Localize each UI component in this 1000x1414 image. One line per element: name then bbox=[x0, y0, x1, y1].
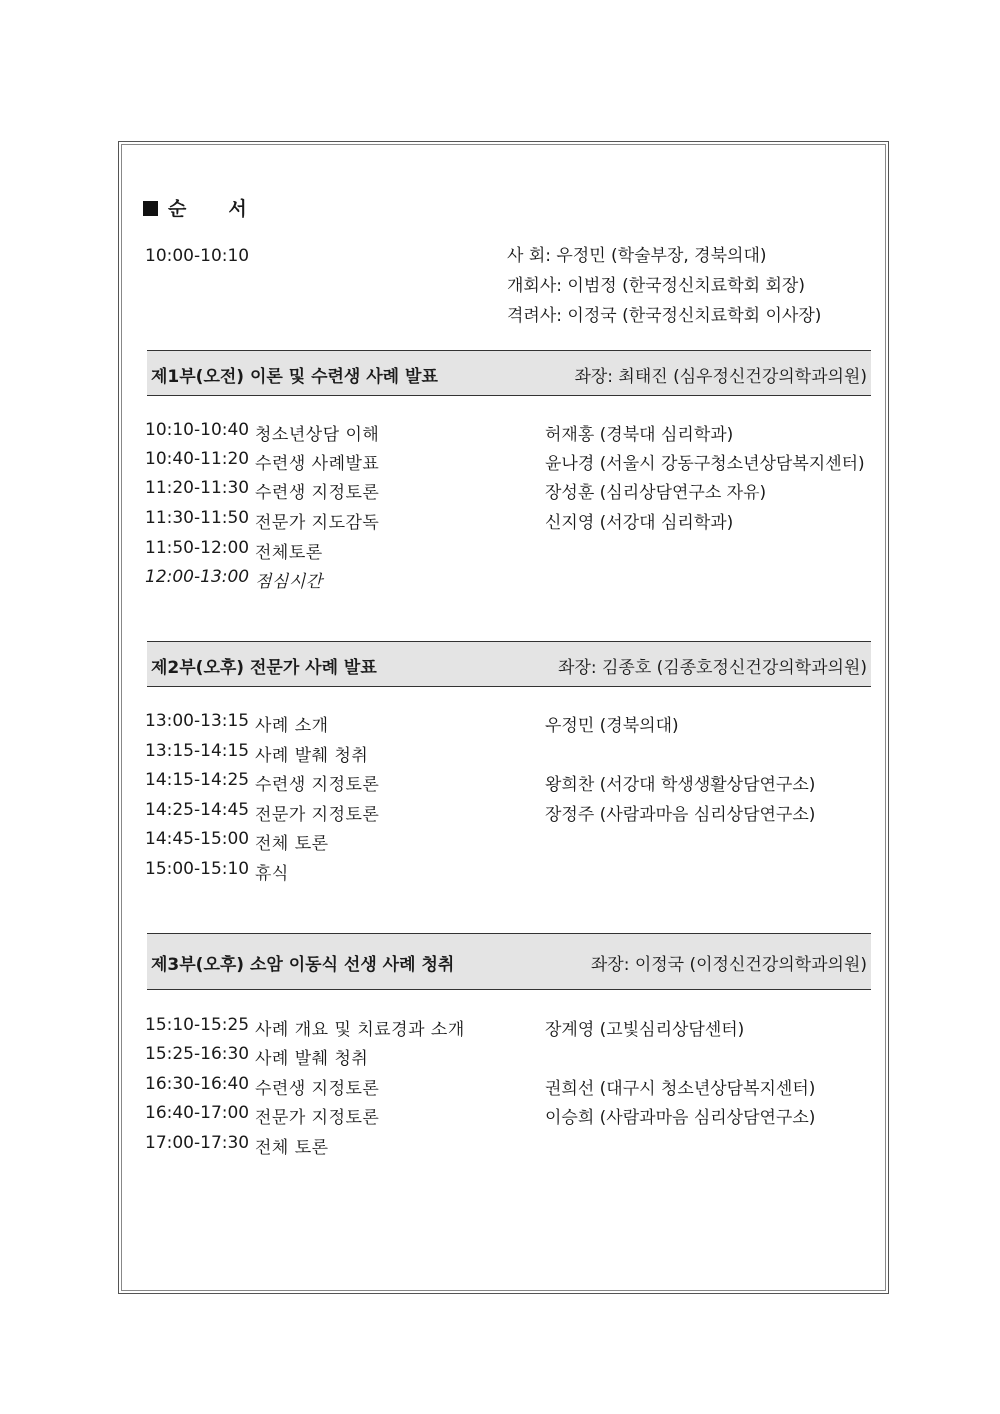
program-item bbox=[145, 1103, 875, 1127]
opening-host: 사 회: 우정민 (학술부장, 경북의대) bbox=[507, 246, 767, 266]
program-item bbox=[145, 449, 875, 473]
program-item bbox=[145, 829, 875, 853]
item-time: 15:25-16:30 bbox=[145, 1044, 250, 1064]
item-topic: 점심시간 bbox=[255, 572, 323, 592]
item-topic: 전체 토론 bbox=[255, 1138, 329, 1158]
item-time: 13:15-14:15 bbox=[145, 741, 250, 761]
item-time: 14:25-14:45 bbox=[145, 800, 250, 820]
item-speaker: 장성훈 (심리상담연구소 자유) bbox=[545, 483, 767, 503]
program-item bbox=[145, 859, 875, 883]
item-time: 17:00-17:30 bbox=[145, 1133, 250, 1153]
program-item bbox=[145, 420, 875, 444]
item-topic: 청소년상담 이해 bbox=[255, 425, 380, 445]
item-speaker: 장정주 (사람과마음 심리상담연구소) bbox=[545, 805, 816, 825]
item-topic: 휴식 bbox=[255, 864, 289, 884]
heading-label-1: 순 bbox=[168, 198, 187, 220]
item-speaker: 장계영 (고빛심리상담센터) bbox=[545, 1020, 745, 1040]
item-topic: 전문가 지정토론 bbox=[255, 1108, 380, 1128]
item-topic: 전문가 지정토론 bbox=[255, 805, 380, 825]
item-speaker: 권희선 (대구시 청소년상담복지센터) bbox=[545, 1079, 816, 1099]
session-header bbox=[147, 641, 871, 687]
opening-encouragement: 격려사: 이정국 (한국정신치료학회 이사장) bbox=[507, 306, 822, 326]
session-title: 제2부(오후) 전문가 사례 발표 bbox=[151, 658, 377, 678]
program-item bbox=[145, 567, 875, 591]
item-time: 16:40-17:00 bbox=[145, 1103, 250, 1123]
opening-address: 개회사: 이범정 (한국정신치료학회 회장) bbox=[507, 276, 805, 296]
session-title: 제1부(오전) 이론 및 수련생 사례 발표 bbox=[151, 367, 438, 387]
program-item bbox=[145, 1044, 875, 1068]
program-item bbox=[145, 770, 875, 794]
session-chair: 좌장: 김종호 (김종호정신건강의학과의원) bbox=[558, 658, 867, 678]
opening-time: 10:00-10:10 bbox=[145, 246, 250, 266]
item-time: 11:20-11:30 bbox=[145, 478, 250, 498]
session-title: 제3부(오후) 소암 이동식 선생 사례 청취 bbox=[151, 955, 455, 975]
item-time: 14:15-14:25 bbox=[145, 770, 250, 790]
item-time: 15:00-15:10 bbox=[145, 859, 250, 879]
program-item bbox=[145, 1074, 875, 1098]
session-chair: 좌장: 최태진 (심우정신건강의학과의원) bbox=[574, 367, 867, 387]
session-header bbox=[147, 350, 871, 396]
square-bullet-icon bbox=[143, 201, 158, 216]
item-topic: 사례 발췌 청취 bbox=[255, 746, 369, 766]
item-topic: 전체 토론 bbox=[255, 834, 329, 854]
item-time: 11:30-11:50 bbox=[145, 508, 250, 528]
item-speaker: 우정민 (경북의대) bbox=[545, 716, 679, 736]
item-time: 16:30-16:40 bbox=[145, 1074, 250, 1094]
program-item bbox=[145, 1133, 875, 1157]
program-item bbox=[145, 741, 875, 765]
program-item bbox=[145, 1015, 875, 1039]
item-time: 11:50-12:00 bbox=[145, 538, 250, 558]
item-topic: 사례 발췌 청취 bbox=[255, 1049, 369, 1069]
item-speaker: 왕희찬 (서강대 학생생활상담연구소) bbox=[545, 775, 816, 795]
item-topic: 사례 개요 및 치료경과 소개 bbox=[255, 1020, 465, 1040]
item-speaker: 이승희 (사람과마음 심리상담연구소) bbox=[545, 1108, 816, 1128]
item-speaker: 신지영 (서강대 심리학과) bbox=[545, 513, 734, 533]
item-topic: 수련생 지정토론 bbox=[255, 1079, 380, 1099]
program-item bbox=[145, 711, 875, 735]
session-chair: 좌장: 이정국 (이정신건강의학과의원) bbox=[590, 955, 867, 975]
item-topic: 수련생 지정토론 bbox=[255, 775, 380, 795]
item-time: 12:00-13:00 bbox=[145, 567, 250, 587]
item-time: 15:10-15:25 bbox=[145, 1015, 250, 1035]
item-time: 13:00-13:15 bbox=[145, 711, 250, 731]
session-header bbox=[147, 933, 871, 990]
program-item bbox=[145, 800, 875, 824]
item-speaker: 허재홍 (경북대 심리학과) bbox=[545, 425, 734, 445]
item-topic: 전체토론 bbox=[255, 543, 323, 563]
item-topic: 사례 소개 bbox=[255, 716, 329, 736]
program-heading bbox=[143, 194, 247, 221]
item-time: 14:45-15:00 bbox=[145, 829, 250, 849]
item-speaker: 윤나경 (서울시 강동구청소년상담복지센터) bbox=[545, 454, 865, 474]
program-item bbox=[145, 508, 875, 532]
item-topic: 수련생 사례발표 bbox=[255, 454, 380, 474]
item-time: 10:10-10:40 bbox=[145, 420, 250, 440]
item-time: 10:40-11:20 bbox=[145, 449, 250, 469]
item-topic: 전문가 지도감독 bbox=[255, 513, 380, 533]
item-topic: 수련생 지정토론 bbox=[255, 483, 380, 503]
program-item bbox=[145, 538, 875, 562]
heading-label-2: 서 bbox=[228, 198, 247, 220]
program-item bbox=[145, 478, 875, 502]
